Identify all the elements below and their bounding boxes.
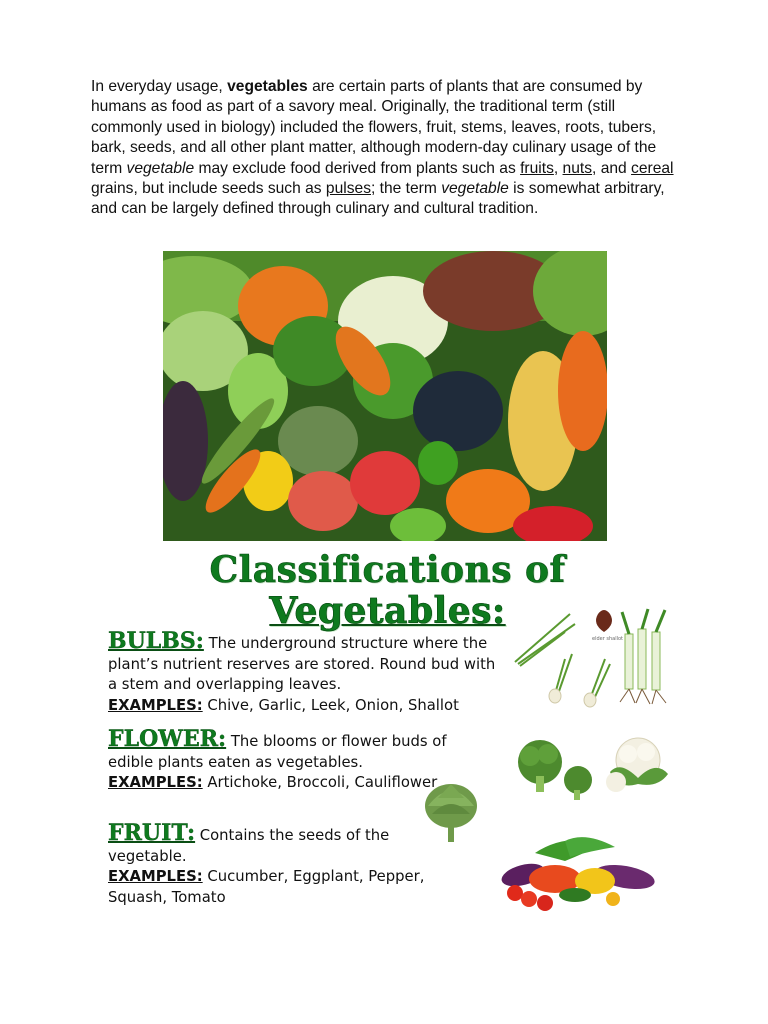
link-pulses[interactable]: pulses xyxy=(325,180,371,198)
flower-description: The blooms or flower buds of edible plants eaten as vegetables. xyxy=(108,733,447,771)
link-fruits[interactable]: fruits xyxy=(520,159,554,177)
bulbs-illustration xyxy=(510,604,680,709)
intro-text: are certain parts of plants that are consumed by humans as food as part of a savory meal. Originally, the traditional term (still commonly used in biology) included the flowers, fruit, stems, leaves, roots, tubers, bark, seeds, and all other plant matter, although modern-day culinary usage of the term xyxy=(91,78,657,177)
fruit-examples: Cucumber, Eggplant, Pepper, Squash, Tomato xyxy=(108,868,425,906)
intro-italic-vegetable: vegetable xyxy=(126,159,195,177)
flower-term: FLOWER: xyxy=(108,726,227,752)
bulbs-block xyxy=(108,628,508,716)
bulbs-examples: Chive, Garlic, Leek, Onion, Shallot xyxy=(202,696,459,714)
intro-text: grains, but include seeds such as xyxy=(91,180,326,198)
bulbs-caption: elder shallot xyxy=(592,636,623,642)
vegetables-heading: Vegetables: xyxy=(269,590,506,632)
intro-text: , and xyxy=(592,159,632,177)
link-nuts[interactable]: nuts xyxy=(562,159,593,177)
intro-text: In everyday usage, xyxy=(91,78,228,95)
flower-examples: Artichoke, Broccoli, Cauliflower xyxy=(202,774,438,792)
broccoli-cauliflower-illustration xyxy=(510,732,680,807)
intro-text: , xyxy=(553,159,563,177)
bulbs-description: The underground structure where the plant’s nutrient reserves are stored. Round bud with a stem and overlapping leaves. xyxy=(108,635,496,694)
fruit-block xyxy=(108,820,458,908)
fruit-vegetables-illustration xyxy=(495,833,660,913)
intro-text: may exclude food derived from plants such as xyxy=(194,159,521,177)
classifications-heading: Classifications of xyxy=(209,549,566,591)
artichoke-illustration xyxy=(418,778,484,844)
vegetables-photo xyxy=(163,251,607,541)
intro-text: ; the term xyxy=(371,180,442,198)
intro-bold-vegetables: vegetables xyxy=(227,78,308,95)
flower-examples-label: EXAMPLES: xyxy=(108,774,203,792)
intro-text: is somewhat arbitrary, and can be largely defined through culinary and cultural tradition. xyxy=(91,180,665,218)
link-cereal[interactable]: cereal xyxy=(631,159,674,177)
intro-paragraph xyxy=(91,77,681,220)
fruit-examples-label: EXAMPLES: xyxy=(108,868,203,886)
bulbs-term: BULBS: xyxy=(108,628,204,654)
fruit-description: Contains the seeds of the vegetable. xyxy=(108,827,390,865)
fruit-term: FRUIT: xyxy=(108,820,196,846)
intro-italic-vegetable: vegetable xyxy=(441,180,509,198)
bulbs-examples-label: EXAMPLES: xyxy=(108,696,203,714)
